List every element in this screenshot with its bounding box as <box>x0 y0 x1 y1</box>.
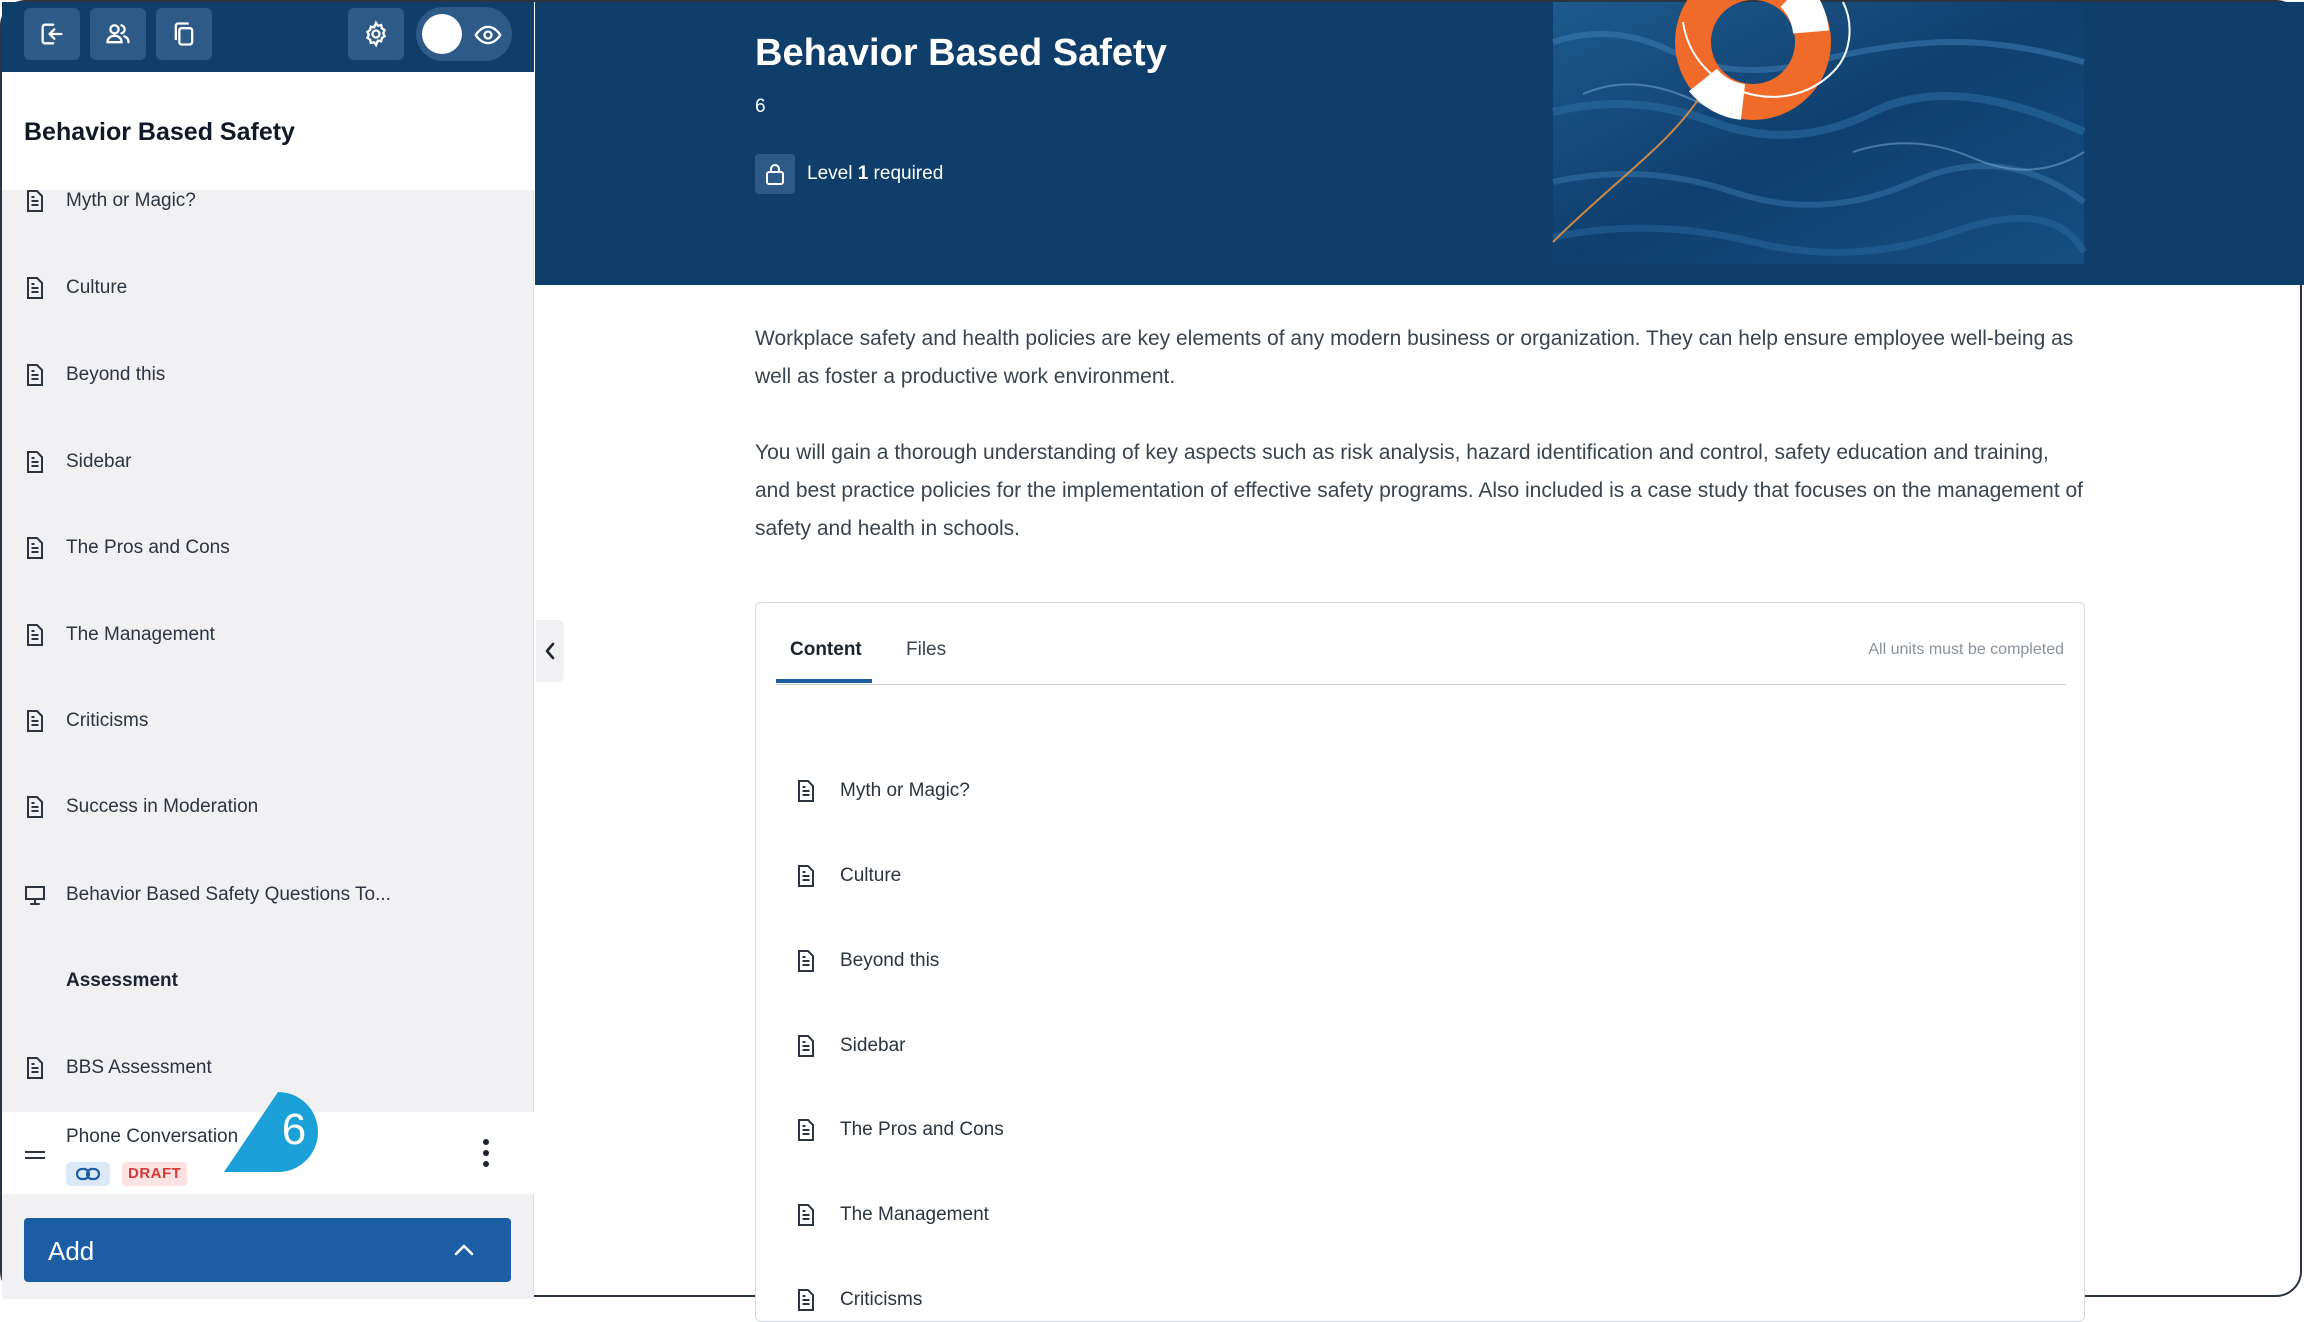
step-callout-badge <box>222 1092 334 1176</box>
more-options-icon[interactable] <box>476 1136 496 1170</box>
tab-files[interactable]: Files <box>906 639 947 660</box>
drag-handle-icon[interactable] <box>24 1150 46 1160</box>
document-icon <box>24 709 46 733</box>
sidebar-item-label: Criticisms <box>66 710 149 731</box>
sidebar-item-label: Myth or Magic? <box>66 190 196 211</box>
users-button[interactable] <box>90 8 146 60</box>
content-card <box>755 602 2085 1322</box>
active-tab-indicator <box>776 679 872 683</box>
chevron-up-icon <box>451 1238 477 1262</box>
tab-content[interactable]: Content <box>790 639 862 660</box>
document-icon <box>24 1056 46 1080</box>
document-icon <box>796 1203 816 1227</box>
sidebar-item-sidebar[interactable] <box>2 437 534 487</box>
sidebar-item-myth-or-magic[interactable] <box>2 176 534 226</box>
document-icon <box>24 276 46 300</box>
unit-item-label: The Management <box>840 1204 989 1225</box>
level-requirement <box>807 163 943 185</box>
sidebar-item-label: Phone Conversation <box>66 1126 239 1147</box>
document-icon <box>796 864 816 888</box>
users-icon <box>104 20 132 48</box>
eye-icon <box>474 21 502 49</box>
link-badge <box>66 1162 110 1186</box>
sidebar-item-label: Culture <box>66 277 128 298</box>
document-icon <box>24 795 46 819</box>
toggle-knob <box>422 14 462 54</box>
sidebar-section-assessment: Assessment <box>66 970 178 991</box>
sidebar-item-pros-and-cons[interactable] <box>2 523 534 573</box>
sidebar-item-management[interactable] <box>2 610 534 660</box>
chevron-left-icon <box>542 640 558 662</box>
copy-icon <box>170 20 198 48</box>
presentation-icon <box>24 883 46 907</box>
level-prefix: Level <box>807 163 858 184</box>
unit-item-label: Beyond this <box>840 950 940 971</box>
add-button[interactable] <box>24 1218 511 1282</box>
link-icon <box>75 1166 101 1182</box>
step-callout-number: 6 <box>281 1105 307 1154</box>
sidebar-item-beyond-this[interactable] <box>2 350 534 400</box>
course-title: Behavior Based Safety <box>755 32 1167 74</box>
course-subtitle: 6 <box>755 96 766 117</box>
sidebar <box>2 2 534 1299</box>
document-icon <box>24 363 46 387</box>
content-tabs <box>776 603 2066 685</box>
sidebar-item-label: Behavior Based Safety Questions To... <box>66 884 391 905</box>
sidebar-item-culture[interactable] <box>2 263 534 313</box>
draft-badge: DRAFT <box>122 1162 187 1186</box>
lock-icon <box>764 162 786 186</box>
unit-item-label: The Pros and Cons <box>840 1119 1004 1140</box>
settings-button[interactable] <box>348 8 404 60</box>
document-icon <box>796 1118 816 1142</box>
course-hero <box>535 2 2304 285</box>
add-button-label: Add <box>48 1236 95 1266</box>
lifebuoy-image <box>1553 2 2084 264</box>
sidebar-item-success-in-moderation[interactable] <box>2 782 534 832</box>
document-icon <box>796 1288 816 1312</box>
sidebar-item-bbs-questions[interactable] <box>2 870 534 920</box>
description-paragraph: Workplace safety and health policies are key elements of any modern business or organization. They can help ensure employee well-being as well as foster a productive work environment. <box>755 327 2074 388</box>
unit-item-label: Culture <box>840 865 902 886</box>
sidebar-item-label: Sidebar <box>66 451 132 472</box>
sidebar-course-title: Behavior Based Safety <box>2 72 534 190</box>
sidebar-item-bbs-assessment[interactable] <box>2 1043 534 1093</box>
document-icon <box>24 450 46 474</box>
sidebar-item-label: The Management <box>66 624 215 645</box>
unit-item-label: Myth or Magic? <box>840 780 970 801</box>
document-icon <box>796 779 816 803</box>
document-icon <box>24 536 46 560</box>
copy-button[interactable] <box>156 8 212 60</box>
collapse-sidebar-button[interactable] <box>536 620 564 682</box>
exit-icon <box>38 20 66 48</box>
document-icon <box>796 1034 816 1058</box>
document-icon <box>24 623 46 647</box>
preview-toggle[interactable] <box>416 7 512 61</box>
sidebar-item-label: The Pros and Cons <box>66 537 230 558</box>
sidebar-toolbar <box>2 2 534 72</box>
sidebar-item-label: Success in Moderation <box>66 796 259 817</box>
level-number: 1 <box>857 163 869 184</box>
sidebar-item-label: Beyond this <box>66 364 166 385</box>
gear-icon <box>362 20 390 48</box>
sidebar-item-criticisms[interactable] <box>2 696 534 746</box>
course-description <box>755 320 2085 548</box>
description-paragraph: You will gain a thorough understanding of key aspects such as risk analysis, hazard identification and control, safety education and training, and best practice policies for the implementation of effective safety programs. Also included is a case study that focuses on the management of safety and health in schools. <box>755 441 2084 540</box>
document-icon <box>796 949 816 973</box>
level-suffix: required <box>868 163 944 184</box>
unit-item-label: Sidebar <box>840 1035 906 1056</box>
lock-badge <box>755 154 795 194</box>
completion-note: All units must be completed <box>1868 641 2064 658</box>
sidebar-item-label: BBS Assessment <box>66 1057 212 1078</box>
unit-item-label: Criticisms <box>840 1289 923 1310</box>
exit-button[interactable] <box>24 8 80 60</box>
document-icon <box>24 189 46 213</box>
